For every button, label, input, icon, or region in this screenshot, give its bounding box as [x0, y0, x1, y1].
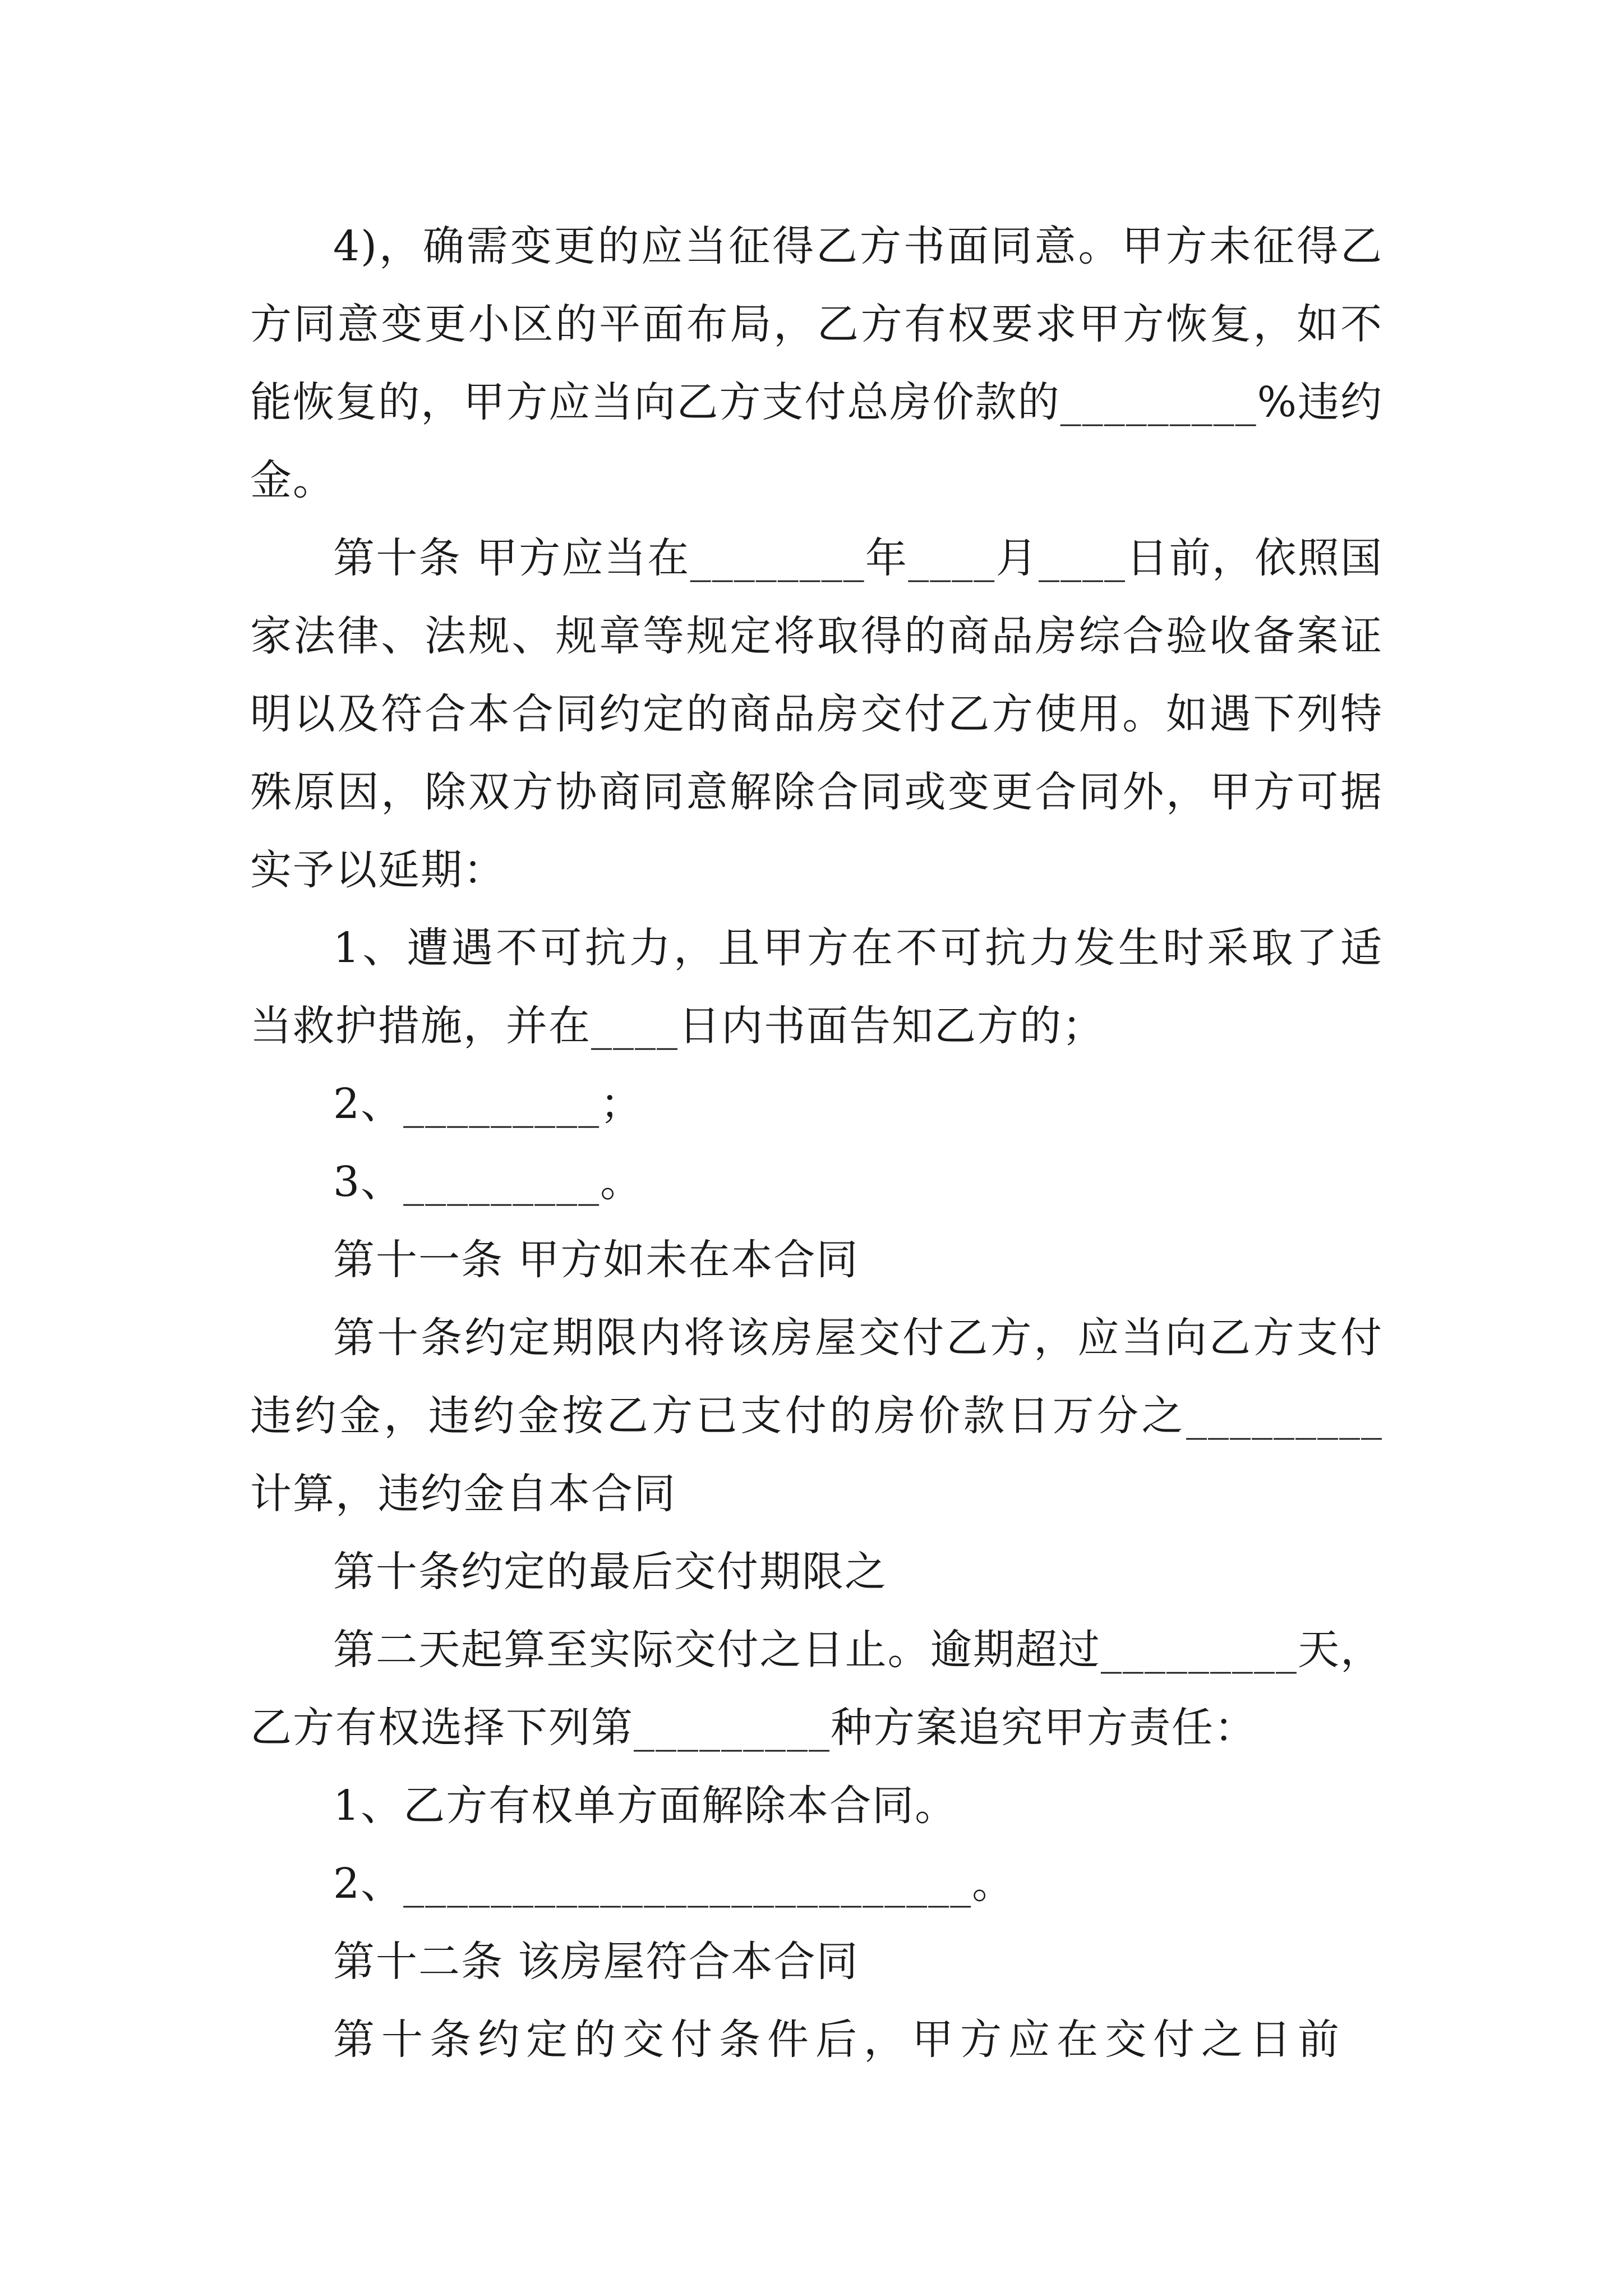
- paragraph-article-11-overdue: 第二天起算至实际交付之日止。逾期超过_________天，乙方有权选择下列第_________种方案追究甲方责任：: [250, 1626, 1383, 1752]
- paragraph-article-12-body: 第十条约定的交付条件后，甲方应在交付之日前: [333, 2016, 1346, 2064]
- paragraph-article-11-heading: 第十一条 甲方如未在本合同: [333, 1236, 859, 1284]
- paragraph-article-11-deadline: 第十条约定的最后交付期限之: [333, 1548, 887, 1596]
- paragraph-1: 4)，确需变更的应当征得乙方书面同意。甲方未征得乙方同意变更小区的平面布局，乙方有权要求甲方恢复，如不能恢复的，甲方应当向乙方支付总房价款的_________%违约金。: [250, 222, 1383, 504]
- contract-body: [250, 208, 1383, 2079]
- paragraph-item-2: 2、_________；: [333, 1080, 643, 1128]
- paragraph-item-1: 1、遭遇不可抗力，且甲方在不可抗力发生时采取了适当救护措施，并在____日内书面告知乙方的；: [250, 924, 1383, 1050]
- paragraph-article-10: 第十条 甲方应当在________年____月____日前，依照国家法律、法规、规章等规定将取得的商品房综合验收备案证明以及符合本合同约定的商品房交付乙方使用。如遇下列特殊原因，除双方协商同意解除合同或变更合同外，甲方可据实予以延期：: [250, 534, 1383, 894]
- paragraph-article-12-heading: 第十二条 该房屋符合本合同: [333, 1938, 859, 1986]
- paragraph-item-3: 3、_________。: [333, 1158, 643, 1206]
- paragraph-option-2: 2、__________________________。: [333, 1860, 1015, 1908]
- paragraph-option-1: 1、乙方有权单方面解除本合同。: [333, 1782, 958, 1830]
- paragraph-article-11-body: 第十条约定期限内将该房屋交付乙方，应当向乙方支付违约金，违约金按乙方已支付的房价款日万分之_________计算，违约金自本合同: [250, 1314, 1383, 1518]
